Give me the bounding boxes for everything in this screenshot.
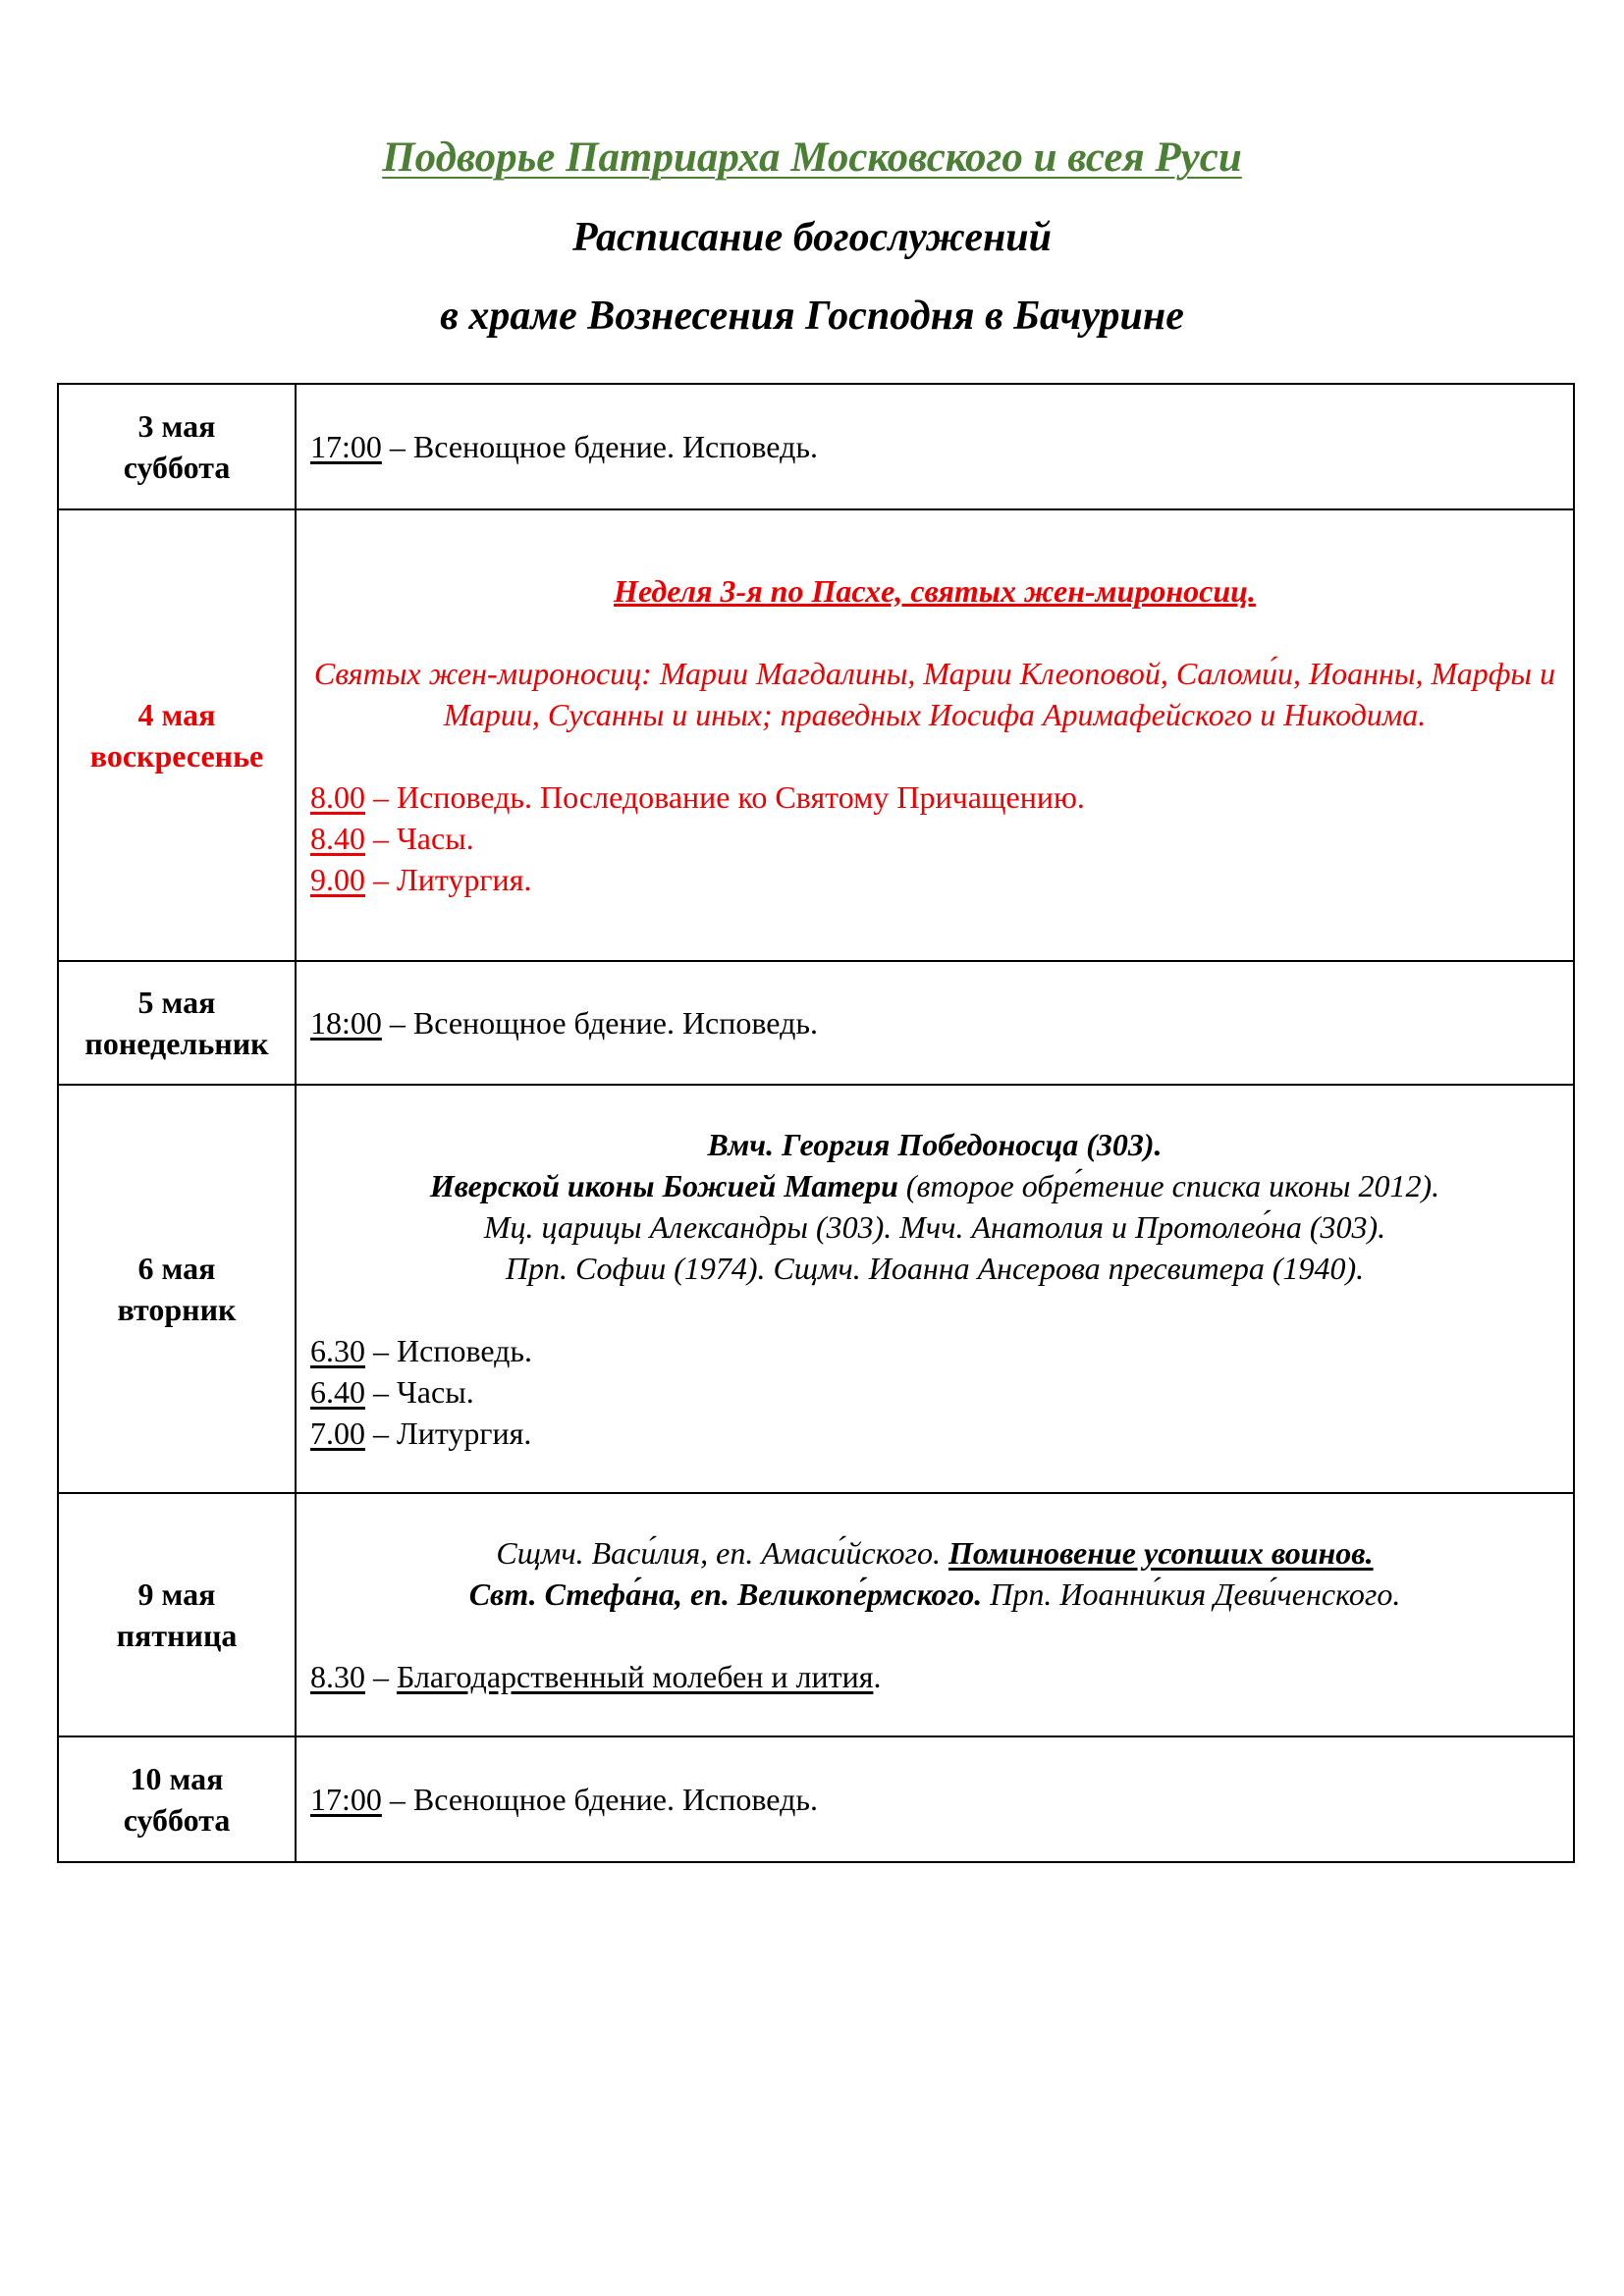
- weekday-label: суббота: [123, 1802, 231, 1838]
- date-label: 5 мая: [137, 985, 216, 1020]
- service-text: – Исповедь.: [365, 1333, 533, 1368]
- feast-title: Неделя 3-я по Пасхе, святых жен-мироносиц.: [614, 573, 1256, 609]
- service-line: [310, 776, 1559, 818]
- weekday-label: вторник: [117, 1292, 237, 1327]
- date-cell: [58, 1085, 296, 1493]
- service-time: 8.30: [310, 1659, 365, 1694]
- service-text: – Литургия.: [365, 862, 532, 897]
- service-time: 6.40: [310, 1374, 365, 1410]
- saints-line: Прп. Софии (1974). Сщмч. Иоанна Ансерова пресвитера (1940).: [505, 1251, 1365, 1286]
- date-cell: [58, 384, 296, 509]
- service-text: Благодарственный молебен и лития: [397, 1659, 874, 1694]
- icon-feast-name: Иверской иконы Божией Матери: [429, 1168, 898, 1203]
- weekday-label: суббота: [123, 450, 231, 485]
- service-line: [310, 1656, 1559, 1697]
- icon-feast-note: (второе обре́тение списка иконы 2012).: [897, 1168, 1440, 1203]
- weekday-label: пятница: [116, 1618, 238, 1653]
- service-cell: [296, 961, 1574, 1085]
- schedule-table: [57, 383, 1575, 1863]
- service-line: [310, 1330, 1559, 1371]
- title-podvorye: Подворье Патриарха Московского и всея Руси: [382, 134, 1242, 181]
- feast-title: Вмч. Георгия Победоносца (303).: [707, 1127, 1163, 1162]
- commemoration-title: Поминовение усопших воинов.: [947, 1535, 1374, 1571]
- saints-line: [310, 1574, 1559, 1615]
- table-row: [58, 1493, 1574, 1736]
- service-text: – Всенощное бдение. Исповедь.: [381, 429, 818, 464]
- table-row: [58, 1085, 1574, 1493]
- date-label: 9 мая: [137, 1576, 216, 1612]
- service-cell: [296, 1493, 1574, 1736]
- table-row: [58, 1736, 1574, 1862]
- service-text: – Литургия.: [365, 1415, 532, 1451]
- date-label: 6 мая: [137, 1251, 216, 1286]
- date-cell: [58, 1493, 296, 1736]
- table-row: [58, 509, 1574, 961]
- saints-line: Мц. царицы Александры (303). Мчч. Анатолия и Протолео́на (303).: [483, 1209, 1386, 1245]
- date-cell: [58, 1736, 296, 1862]
- service-text: – Часы.: [365, 821, 474, 856]
- service-line: [310, 818, 1559, 859]
- date-label: 4 мая: [137, 697, 216, 732]
- service-cell: [296, 384, 1574, 509]
- saint-name-bold: Свт. Стефа́на, еп. Великопе́рмского.: [468, 1576, 983, 1612]
- date-label: 10 мая: [130, 1761, 224, 1796]
- service-text: – Исповедь. Последование ко Святому Причащению.: [365, 779, 1085, 815]
- saint-name: Сщмч. Васи́лия, еп. Амаси́йского.: [496, 1535, 948, 1571]
- service-time: 17:00: [310, 429, 382, 464]
- service-line: [310, 1371, 1559, 1413]
- service-text: – Всенощное бдение. Исповедь.: [381, 1005, 818, 1041]
- service-text: – Часы.: [365, 1374, 474, 1410]
- date-cell: [58, 509, 296, 961]
- table-row: [58, 961, 1574, 1085]
- service-time: 8.40: [310, 821, 365, 856]
- service-line: [310, 859, 1559, 900]
- date-label: 3 мая: [137, 408, 216, 444]
- saints-line: [310, 1532, 1559, 1574]
- service-time: 18:00: [310, 1005, 382, 1041]
- service-time: 8.00: [310, 779, 365, 815]
- service-cell: [296, 1085, 1574, 1493]
- subtitle-church: в храме Вознесения Господня в Бачурине: [440, 294, 1184, 339]
- service-dash: –: [365, 1659, 397, 1694]
- service-cell: [296, 509, 1574, 961]
- weekday-label: воскресенье: [89, 738, 264, 774]
- service-line: [310, 1413, 1559, 1454]
- service-time: 7.00: [310, 1415, 365, 1451]
- service-time: 17:00: [310, 1782, 382, 1817]
- weekday-label: понедельник: [84, 1026, 269, 1061]
- table-row: [58, 384, 1574, 509]
- service-end: .: [873, 1659, 882, 1694]
- saints-list: Святых жен-мироносиц: Марии Магдалины, Марии Клеоповой, Саломи́и, Иоанны, Марфы и Марии, Сусанны и иных; праведных Иосифа Аримафейского и Никодима.: [313, 656, 1556, 732]
- service-time: 9.00: [310, 862, 365, 897]
- icon-feast-line: [310, 1165, 1559, 1206]
- saint-name: Прп. Иоанни́кия Деви́ченского.: [982, 1576, 1401, 1612]
- service-cell: [296, 1736, 1574, 1862]
- service-time: 6.30: [310, 1333, 365, 1368]
- subtitle-schedule: Расписание богослужений: [571, 215, 1053, 260]
- date-cell: [58, 961, 296, 1085]
- service-text: – Всенощное бдение. Исповедь.: [381, 1782, 818, 1817]
